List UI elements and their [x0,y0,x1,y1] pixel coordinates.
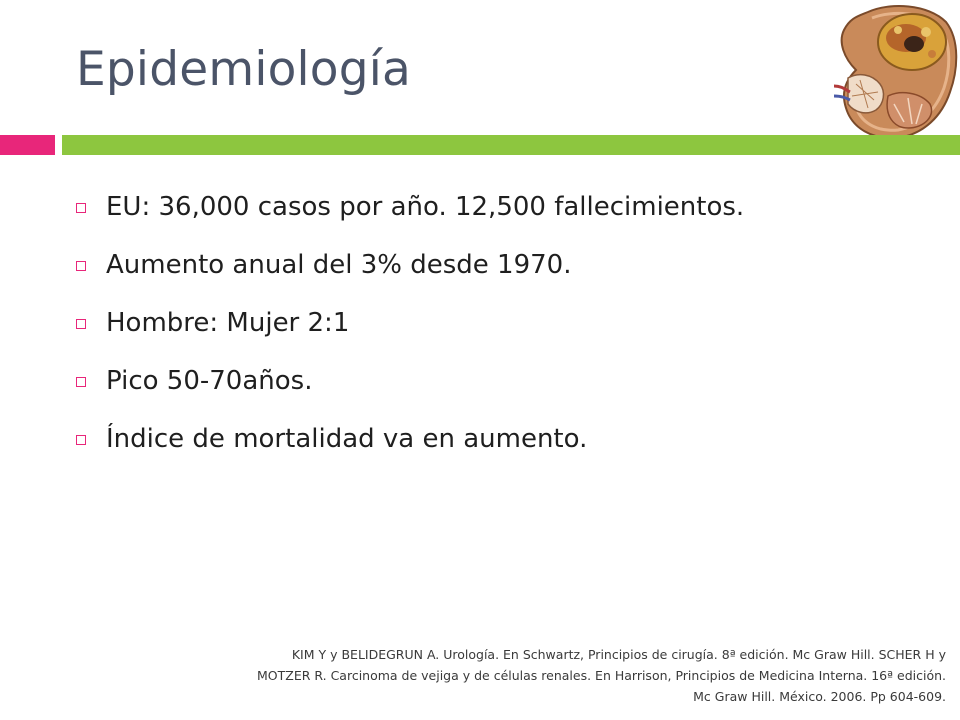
bullet-text: Pico 50-70años. [106,366,313,396]
bullet-text: Índice de mortalidad va en aumento. [106,424,588,454]
reference-citation: KIM Y y BELIDEGRUN A. Urología. En Schwartz, Principios de cirugía. 8ª edición. Mc Graw Hill. SCHER H y MOTZER R. Carcinoma de vejiga y de células renales. En Harrison, Principios de Medicina Interna. 16ª edición. Mc Graw Hill. México. 2006. Pp 604-609. [257,647,946,704]
list-item [76,410,744,468]
list-item [76,236,744,294]
accent-bar-green [62,135,960,155]
list-item [76,352,744,410]
list-item [76,294,744,352]
bullet-list [76,178,744,468]
square-bullet-icon [76,435,86,445]
bullet-text: Hombre: Mujer 2:1 [106,308,350,338]
square-bullet-icon [76,377,86,387]
bullet-text: Aumento anual del 3% desde 1970. [106,250,572,280]
kidney-tumor-illustration-icon [828,0,960,142]
square-bullet-icon [76,261,86,271]
bullet-text: EU: 36,000 casos por año. 12,500 fallecimientos. [106,192,745,222]
list-item [76,178,744,236]
square-bullet-icon [76,319,86,329]
square-bullet-icon [76,203,86,213]
accent-bar-pink [0,135,55,155]
slide-title: Epidemiología [76,42,412,97]
